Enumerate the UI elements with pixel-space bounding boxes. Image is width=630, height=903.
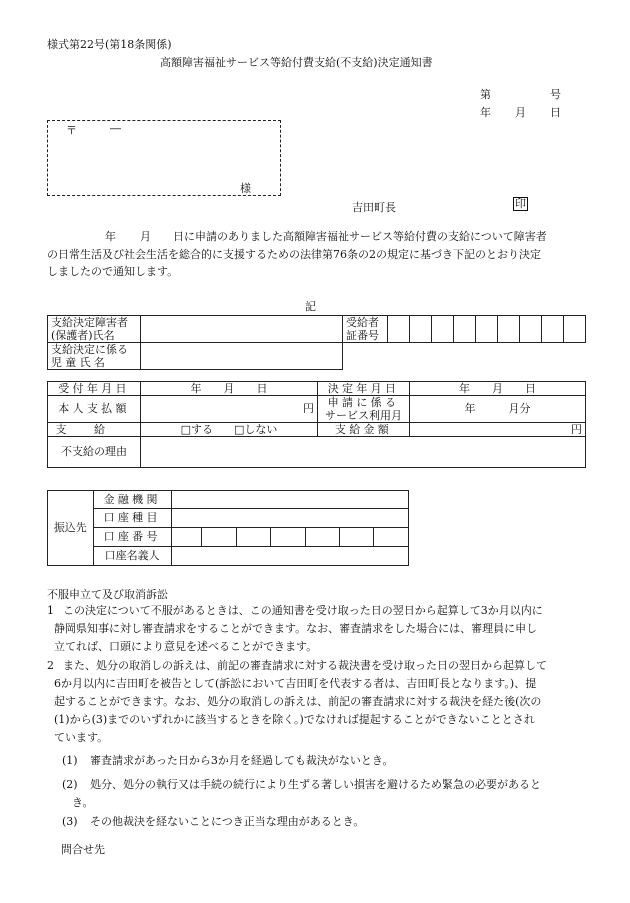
sub-item-1-text: 審査請求があった日から3か月を経過しても裁決がないとき。 — [90, 754, 394, 767]
addressee-suffix: 様 — [240, 182, 251, 195]
sub-item-2-line-1: 処分、処分の執行又は手続の続行により生ずる著しい損害を避けるため緊急の必要があると — [90, 778, 541, 791]
recipient-number-digit[interactable] — [476, 316, 498, 343]
appeal-item-1-line-3: 立てれば、口頭により意見を述べることができます。 — [54, 640, 318, 653]
bank-row — [48, 491, 409, 509]
self-pay-row — [48, 396, 586, 423]
self-pay-unit[interactable]: 円 — [141, 396, 318, 423]
address-box — [47, 120, 281, 196]
account-number-digit[interactable] — [236, 528, 270, 547]
sub-item-3-number: (3) — [62, 815, 78, 828]
reception-date-label: 受付年月日 — [48, 382, 141, 396]
service-month-label-1: 申請に係る — [327, 396, 400, 409]
account-type-row — [48, 509, 409, 528]
recipient-number-digit[interactable] — [432, 316, 454, 343]
sub-item-3-text: その他裁決を経ないことにつき正当な理由があるとき。 — [90, 815, 365, 828]
recipient-number-digit[interactable] — [542, 316, 564, 343]
recipient-label-1: 受給者 — [346, 316, 379, 329]
intro-text-3: しましたので通知します。 — [47, 265, 179, 279]
account-number-digit[interactable] — [374, 528, 409, 547]
appeal-item-2-line-4: (1)から(3)までのいずれかに該当するときを除く。)でなければ提起することができないこととされ — [54, 713, 535, 726]
date-day: 日 — [550, 106, 561, 119]
child-label-cell — [48, 343, 141, 370]
account-holder-row — [48, 547, 409, 566]
reason-field[interactable] — [141, 437, 586, 468]
bank-field[interactable] — [171, 491, 408, 509]
recipient-row — [48, 316, 586, 343]
recipient-number-digit[interactable] — [388, 316, 410, 343]
reason-label: 不支給の理由 — [48, 437, 141, 468]
payment-options — [141, 423, 318, 437]
ki-mark: 記 — [305, 300, 316, 313]
contact-label: 問合せ先 — [61, 843, 105, 856]
doc-number-prefix: 第 — [480, 88, 491, 101]
reception-date-value[interactable]: 年 月 日 — [141, 382, 318, 396]
account-number-digit[interactable] — [339, 528, 373, 547]
account-number-label: 口座番号 — [93, 528, 171, 547]
reception-row — [48, 382, 586, 396]
account-number-digit[interactable] — [305, 528, 339, 547]
appeal-item-2-line-5: ています。 — [54, 731, 109, 744]
reason-row — [48, 437, 586, 468]
service-month-label-2: サービス利用月 — [325, 409, 402, 422]
account-type-label: 口座種目 — [93, 509, 171, 528]
sub-item-2-number: (2) — [62, 778, 78, 791]
intro-paragraph — [47, 228, 587, 281]
person-label-cell — [48, 316, 141, 343]
sub-item-1-number: (1) — [62, 754, 78, 767]
recipient-number-digit[interactable] — [410, 316, 432, 343]
service-month-label — [318, 396, 410, 423]
self-pay-label: 本人支払額 — [48, 396, 141, 423]
amount-label: 支給金額 — [318, 423, 410, 437]
appeal-item-1-line-2: 静岡県知事に対し審査請求をすることができます。なお、審査請求をした場合には、審理員に申し — [54, 622, 538, 635]
date-month: 月 — [515, 106, 526, 119]
decision-date-label: 決定年月日 — [318, 382, 410, 396]
appeal-heading: 不服申立て及び取消訴訟 — [47, 588, 168, 601]
recipient-table — [47, 315, 586, 370]
document-title: 高額障害福祉サービス等給付費支給(不支給)決定通知書 — [160, 56, 433, 69]
recipient-number-digit[interactable] — [498, 316, 520, 343]
sub-item-2-line-2: き。 — [72, 796, 94, 809]
transfer-label: 振込先 — [48, 491, 94, 566]
amount-unit[interactable]: 円 — [410, 423, 586, 437]
transfer-table — [47, 490, 409, 566]
payment-yes-checkbox[interactable]: □する — [180, 422, 213, 436]
account-number-row — [48, 528, 409, 547]
payment-label-cell — [48, 423, 141, 437]
recipient-label-cell — [343, 316, 388, 343]
child-name-field[interactable] — [141, 343, 343, 370]
appeal-item-2-number: 2 — [47, 659, 54, 672]
intro-year: 年 — [105, 230, 116, 243]
child-label-2: 児童氏名 — [51, 356, 109, 369]
doc-number-suffix: 号 — [550, 88, 561, 101]
person-label-1: 支給決定障害者 — [51, 316, 128, 329]
appeal-item-1-number: 1 — [47, 604, 54, 617]
recipient-number-digit[interactable] — [564, 316, 586, 343]
bank-label: 金融機関 — [93, 491, 171, 509]
appeal-item-2-line-1: また、処分の取消しの訴えは、前記の審査請求に対する裁決書を受け取った日の翌日から起算して — [63, 659, 547, 672]
account-holder-field[interactable] — [171, 547, 408, 566]
service-month-value[interactable]: 年 月分 — [410, 396, 586, 423]
child-row — [48, 343, 586, 370]
account-type-field[interactable] — [171, 509, 408, 528]
appeal-item-1-line-1: この決定について不服があるときは、この通知書を受け取った日の翌日から起算して3か月以内に — [63, 604, 543, 617]
child-label-1: 支給決定に係る — [51, 343, 128, 356]
appeal-item-2-line-3: 起することができます。なお、処分の取消しの訴えは、前記の審査請求に対する裁決を経た後(次の — [54, 695, 542, 708]
account-holder-label: 口座名義人 — [93, 547, 171, 566]
payment-label: 支給 — [55, 422, 133, 436]
issuer: 吉田町長 — [352, 201, 396, 214]
intro-text-1: 日に申請のありました高額障害福祉サービス等給付費の支給について障害者 — [173, 230, 547, 243]
decision-date-value[interactable]: 年 月 日 — [410, 382, 586, 396]
recipient-number-digit[interactable] — [454, 316, 476, 343]
recipient-label-2: 証番号 — [346, 329, 379, 342]
person-name-field[interactable] — [141, 316, 343, 343]
postal-dash: ― — [110, 122, 121, 135]
payment-row — [48, 423, 586, 437]
seal-mark: 印 — [515, 197, 526, 210]
account-number-digit[interactable] — [202, 528, 236, 547]
intro-text-2: の日常生活及び社会生活を総合的に支援するための法律第76条の2の規定に基づき下記のとおり決定 — [47, 247, 541, 261]
postal-mark: 〒 — [66, 124, 77, 137]
date-year: 年 — [480, 106, 491, 119]
blank-area — [343, 343, 586, 370]
intro-month: 月 — [140, 230, 151, 243]
account-number-digit[interactable] — [271, 528, 305, 547]
recipient-number-digit[interactable] — [520, 316, 542, 343]
account-number-digit[interactable] — [171, 528, 201, 547]
appeal-item-2-line-2: 6か月以内に吉田町を被告として(訴訟において吉田町を代表する者は、吉田町長となります。)、提 — [54, 677, 537, 690]
seal-wrapper — [513, 197, 528, 211]
decision-table — [47, 381, 586, 468]
form-number: 様式第22号(第18条関係) — [47, 38, 172, 51]
person-label-2: (保護者)氏名 — [51, 329, 115, 342]
payment-no-checkbox[interactable]: □しない — [234, 422, 278, 436]
